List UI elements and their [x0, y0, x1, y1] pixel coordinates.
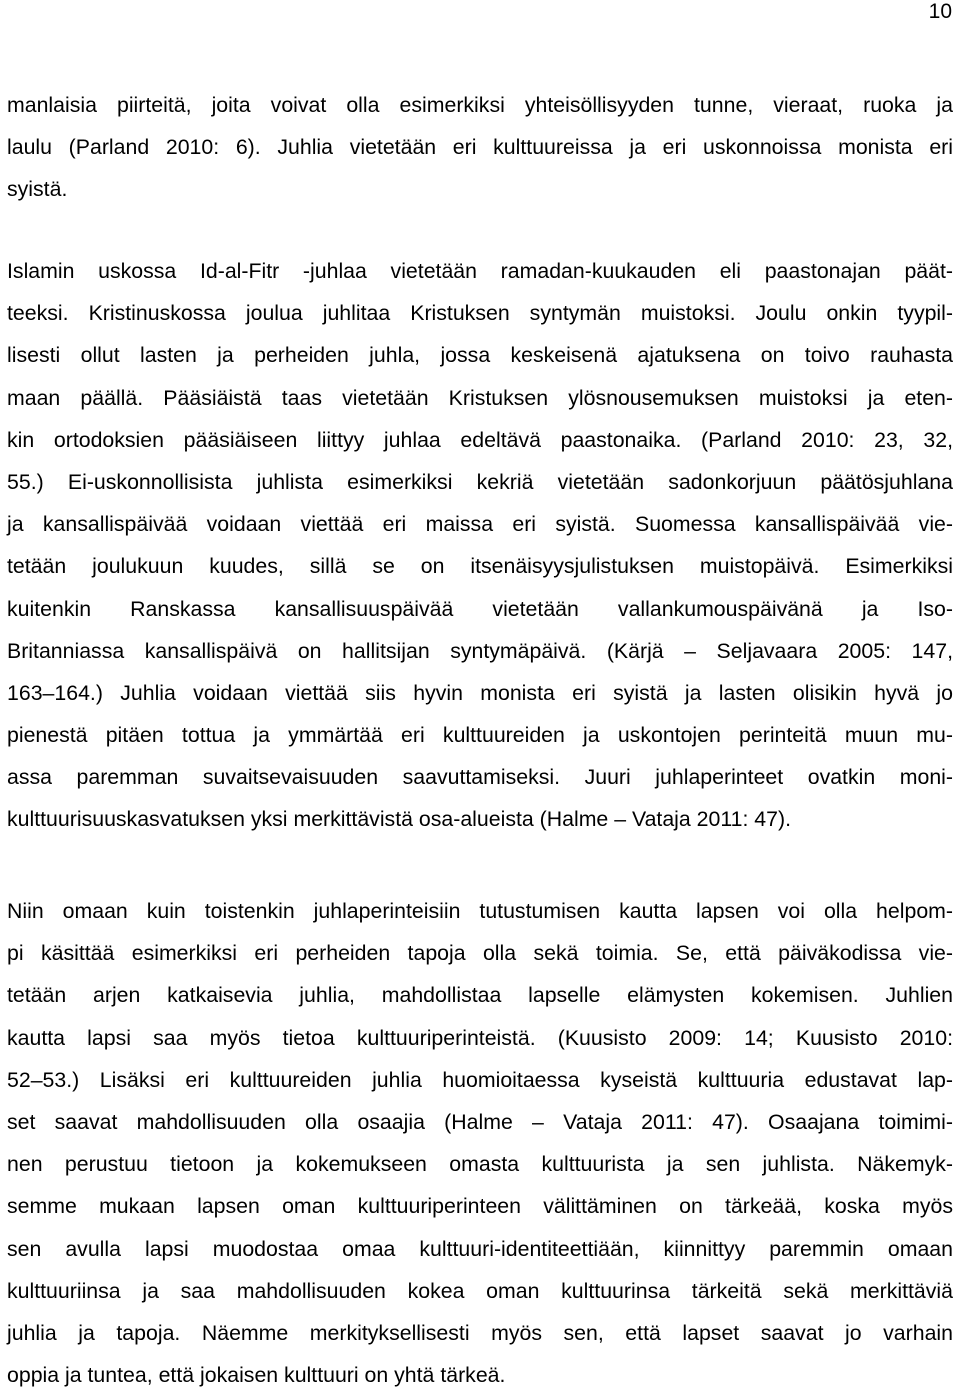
text-line: sen avulla lapsi muodostaa omaa kulttuuri-identiteettiään, kiinnittyy paremmin omaan	[7, 1236, 953, 1261]
paragraph-1	[7, 84, 953, 211]
text-line: kulttuuriinsa ja saa mahdollisuuden kokea oman kulttuurinsa tärkeitä sekä merkittäviä	[7, 1278, 953, 1303]
text-line: kulttuurisuuskasvatuksen yksi merkittävistä osa-alueista (Halme – Vataja 2011: 47).	[7, 807, 792, 832]
paragraph-2	[7, 250, 953, 841]
text-line: kuitenkin Ranskassa kansallisuuspäivää vietetään vallankumouspäivänä ja Iso-	[7, 596, 953, 621]
text-line: kin ortodoksien pääsiäiseen liittyy juhlaa edeltävä paastonaika. (Parland 2010: 23, 32,	[7, 427, 953, 452]
text-line: 52–53.) Lisäksi eri kulttuureiden juhlia huomioitaessa kyseistä kulttuuria edustavat lap-	[7, 1067, 953, 1092]
text-line: pi käsittää esimerkiksi eri perheiden tapoja olla sekä toimia. Se, että päiväkodissa vie-	[7, 941, 953, 966]
text-line: juhlia ja tapoja. Näemme merkityksellisesti myös sen, että lapset saavat jo varhain	[7, 1320, 953, 1345]
text-line: Niin omaan kuin toistenkin juhlaperinteisiin tutustumisen kautta lapsen voi olla helpom-	[7, 899, 953, 923]
text-line: semme mukaan lapsen oman kulttuuriperinteen välittäminen on tärkeää, koska myös	[7, 1194, 953, 1219]
text-line: nen perustuu tietoon ja kokemukseen omasta kulttuurista ja sen juhlista. Näkemyk-	[7, 1152, 953, 1177]
text-line: manlaisia piirteitä, joita voivat olla esimerkiksi yhteisöllisyyden tunne, vieraat, ruoka ja	[7, 93, 953, 117]
text-line: Islamin uskossa Id-al-Fitr -juhlaa vietetään ramadan-kuukauden eli paastonajan päät-	[7, 259, 953, 283]
text-line: pienestä pitäen tottua ja ymmärtää eri kulttuureiden ja uskontojen perinteitä muun mu-	[7, 723, 953, 748]
text-line: syistä.	[7, 177, 68, 202]
text-line: laulu (Parland 2010: 6). Juhlia vietetään eri kulttuureissa ja eri uskonnoissa monista eri	[7, 135, 953, 160]
text-line: teeksi. Kristinuskossa joulua juhlitaa Kristuksen syntymän muistoksi. Joulu onkin tyypil-	[7, 301, 953, 326]
text-line: kautta lapsi saa myös tietoa kulttuuriperinteistä. (Kuusisto 2009: 14; Kuusisto 2010:	[7, 1025, 953, 1050]
page-number: 10	[928, 0, 952, 23]
text-line: oppia ja tuntea, että jokaisen kulttuuri on yhtä tärkeä.	[7, 1363, 506, 1388]
text-line: set saavat mahdollisuuden olla osaajia (Halme – Vataja 2011: 47). Osaajana toimimi-	[7, 1109, 953, 1134]
text-line: 55.) Ei-uskonnollisista juhlista esimerkiksi kekriä vietetään sadonkorjuun päätösjuhlana	[7, 469, 953, 494]
paragraph-3	[7, 890, 953, 1396]
text-line: tetään joulukuun kuudes, sillä se on itsenäisyysjulistuksen muistopäivä. Esimerkiksi	[7, 554, 953, 579]
text-line: assa paremman suvaitsevaisuuden saavuttamiseksi. Juuri juhlaperinteet ovatkin moni-	[7, 765, 953, 790]
text-line: lisesti ollut lasten ja perheiden juhla, jossa keskeisenä ajatuksena on toivo rauhasta	[7, 343, 953, 368]
text-line: Britanniassa kansallispäivä on hallitsijan syntymäpäivä. (Kärjä – Seljavaara 2005: 147,	[7, 638, 953, 663]
text-line: 163–164.) Juhlia voidaan viettää siis hyvin monista eri syistä ja lasten olisikin hyvä jo	[7, 680, 953, 705]
text-line: tetään arjen katkaisevia juhlia, mahdollistaa lapselle elämysten kokemisen. Juhlien	[7, 983, 953, 1008]
text-line: maan päällä. Pääsiäistä taas vietetään Kristuksen ylösnousemuksen muistoksi ja eten-	[7, 385, 953, 410]
text-line: ja kansallispäivää voidaan viettää eri maissa eri syistä. Suomessa kansallispäivää vie-	[7, 512, 953, 537]
